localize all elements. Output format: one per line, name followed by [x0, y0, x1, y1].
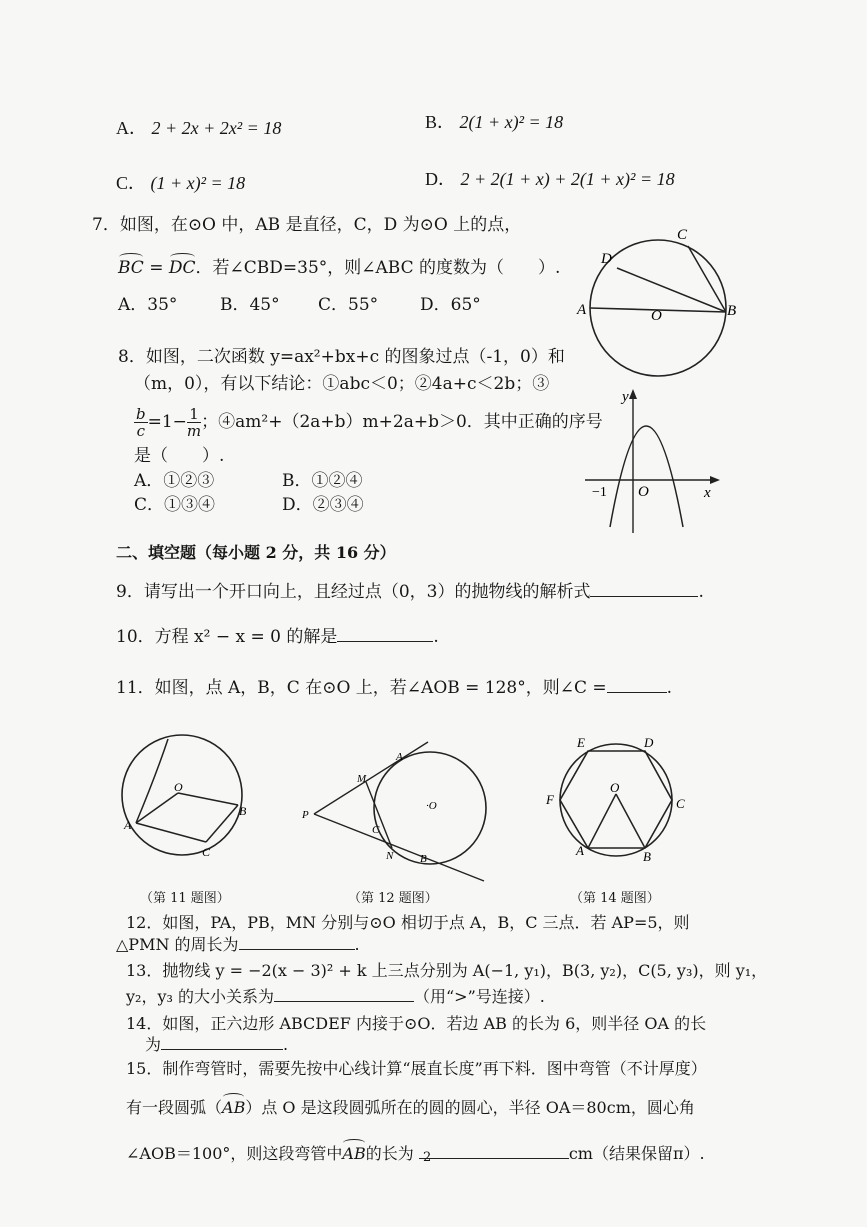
q8-line2: （m，0），有以下结论：①abc＜0；②4a+c＜2b；③ [134, 374, 550, 394]
q6-option-a [116, 117, 281, 139]
fig11-circle-outline [122, 735, 242, 855]
q11-end: . [666, 678, 673, 698]
q6-option-c [116, 172, 245, 194]
q7-line1: 7．如图，在⊙O 中，AB 是直径，C，D 为⊙O 上的点， [92, 215, 522, 235]
q7-option-d: D．65° [420, 295, 481, 315]
fig11-ac [136, 823, 206, 842]
q9-answer-blank[interactable] [590, 580, 698, 597]
q7-option-b: B．45° [220, 295, 280, 315]
fig11-bc [206, 805, 238, 842]
q8-frac1-top: b [136, 405, 146, 423]
fig12-line-pa [314, 742, 428, 814]
q10-line [116, 625, 439, 648]
q7-circle-figure [575, 215, 745, 380]
fig12-label-o: ·O [426, 800, 437, 812]
q15-line3-a: ∠AOB＝100°，则这段弯管中 [126, 1144, 343, 1163]
q13-answer-blank[interactable] [274, 985, 414, 1002]
fig14-label-e: E [577, 735, 585, 750]
q8-fraction-1-over-m [187, 406, 201, 439]
fig14-circle [560, 744, 672, 856]
q7-arc-bc: BC [118, 258, 144, 278]
q8-fraction-b-over-c [134, 406, 148, 439]
fig14-label-c: C [676, 796, 685, 811]
fig11-ob [178, 793, 238, 805]
q8-option-b: B．①②④ [282, 471, 363, 491]
q6-option-a-label: A． [116, 118, 147, 138]
q7-line2 [118, 257, 560, 279]
q15-line2 [126, 1097, 695, 1119]
q8-option-d: D．②③④ [282, 495, 364, 515]
q7-chord-db [617, 268, 726, 312]
fig14-label-f: F [546, 792, 554, 807]
q6-option-b-expr: 2(1 + x)² = 18 [459, 112, 564, 132]
q14-answer-blank[interactable] [161, 1033, 283, 1050]
fig11-label-a: A [124, 818, 132, 832]
q7-label-b: B [727, 303, 737, 319]
q15-arc-ab-2: AB [342, 1144, 366, 1163]
q13-line2-text: y₂，y₃ 的大小关系为 [126, 987, 274, 1006]
q8-option-a: A．①②③ [134, 471, 215, 491]
q6-option-a-expr: 2 + 2x + 2x² = 18 [151, 118, 282, 138]
q7-line2-rest: ．若∠CBD=35°，则∠ABC 的度数为（ ）. [195, 258, 561, 278]
section2-title: 二、填空题（每小题 2 分，共 16 分） [116, 543, 396, 562]
fig12-label-b: B [420, 853, 427, 865]
q8-y-arrow [629, 389, 637, 399]
q7-label-d: D [601, 251, 612, 267]
q8-parabola [610, 426, 683, 527]
q11-text: 11．如图，点 A，B，C 在⊙O 上，若∠AOB = 128°，则∠C = [116, 678, 607, 698]
q8-label-o: O [638, 484, 649, 500]
q15-line2-b: ）点 O 是这段圆弧所在的圆的圆心，半径 OA＝80cm，圆心角 [245, 1098, 695, 1117]
q7-label-a: A [577, 302, 587, 318]
q14-line1: 14．如图，正六边形 ABCDEF 内接于⊙O．若边 AB 的长为 6，则半径 OA 的长 [126, 1014, 707, 1033]
fig14-hexagon-figure [542, 728, 692, 868]
q8-line1: 8．如图，二次函数 y=ax²+bx+c 的图象过点（-1，0）和 [118, 347, 565, 367]
fig14-hexagon [560, 751, 672, 848]
q15-line3-b: 的长为 [365, 1144, 414, 1163]
q9-text: 9．请写出一个开口向上，且经过点（0，3）的抛物线的解析式 [116, 582, 591, 602]
q13-line2 [126, 985, 545, 1008]
q12-answer-blank[interactable] [239, 933, 355, 950]
fig14-ob [616, 794, 645, 848]
q15-line2-a: 有一段圆弧（ [126, 1098, 223, 1117]
fig12-line-mn [366, 782, 392, 848]
q7-option-c: C．55° [318, 295, 379, 315]
q10-answer-blank[interactable] [337, 625, 433, 642]
fig12-tangent-figure [300, 738, 495, 888]
q7-arc-dc: DC [168, 258, 196, 278]
fig12-label-m: M [357, 773, 367, 785]
q8-frac2-top: 1 [187, 406, 201, 423]
q8-label-neg1: −1 [592, 485, 607, 500]
fig11-label-b: B [239, 804, 247, 818]
q13-line2-end: （用“>”号连接）. [414, 987, 545, 1006]
q6-option-d-label: D． [425, 169, 456, 189]
fig12-label-n: N [386, 850, 394, 862]
q8-frac1-bot: c [136, 422, 145, 440]
q6-option-d-expr: 2 + 2(1 + x) + 2(1 + x)² = 18 [460, 169, 675, 189]
fig12-label-p: P [302, 809, 309, 821]
q10-text: 10．方程 x² − x = 0 的解是 [116, 627, 338, 647]
q8-line4: 是（ ）. [134, 446, 225, 466]
q11-line [116, 676, 672, 699]
q12-line2-text: △PMN 的周长为 [116, 935, 239, 954]
fig12-line-pb [314, 814, 484, 881]
fig14-label-b: B [643, 849, 651, 864]
q6-option-d [425, 168, 675, 190]
fig14-caption: （第 14 题图） [570, 891, 660, 906]
q6-option-b [425, 111, 563, 133]
q15-arc-ab: AB [222, 1098, 246, 1117]
fig14-label-d: D [644, 735, 654, 750]
q6-option-c-expr: (1 + x)² = 18 [150, 173, 246, 193]
q14-line2-text: 为 [145, 1035, 162, 1054]
q12-line1: 12．如图，PA，PB，MN 分别与⊙O 相切于点 A，B，C 三点．若 AP=5，则 [126, 913, 690, 932]
q13-line1: 13．抛物线 y = −2(x − 3)² + k 上三点分别为 A(−1, y₁)，B(3, y₂)，C(5, y₃)，则 y₁， [126, 961, 768, 980]
q8-x-arrow [710, 476, 720, 484]
q12-end: . [354, 935, 360, 954]
q8-label-y: y [622, 389, 629, 405]
q8-parabola-figure [580, 385, 730, 540]
q8-eq-part: =1− [147, 412, 187, 432]
fig14-label-a: A [576, 843, 584, 858]
q8-frac2-bot: m [186, 422, 202, 440]
q7-eq: = [143, 258, 169, 278]
q6-option-c-label: C． [116, 173, 147, 193]
q14-line2 [145, 1033, 288, 1056]
q12-line2 [116, 933, 360, 956]
fig11-circle [112, 725, 262, 870]
q8-label-x: x [704, 485, 711, 501]
fig11-label-c: C [202, 845, 211, 859]
fig12-caption: （第 12 题图） [348, 891, 438, 906]
q8-line3-rest: ；④am²+（2a+b）m+2a+b＞0．其中正确的序号 [201, 412, 603, 432]
fig12-label-a: A [396, 751, 403, 763]
q15-line3-c: cm（结果保留π）. [568, 1144, 705, 1163]
q10-end: . [433, 627, 439, 647]
q7-label-o: O [651, 308, 662, 324]
q14-end: . [283, 1035, 289, 1054]
q9-end: . [698, 582, 704, 602]
q7-option-a: A．35° [118, 295, 178, 315]
fig11-label-o: O [174, 780, 183, 794]
q7-label-c: C [677, 227, 688, 243]
fig14-oa [588, 794, 616, 848]
fig12-label-c: C [372, 824, 380, 836]
q15-line3 [126, 1142, 705, 1165]
fig11-caption: （第 11 题图） [140, 891, 230, 906]
page-number: 2 [423, 1150, 432, 1165]
q9-line [116, 580, 704, 603]
q11-answer-blank[interactable] [607, 676, 667, 693]
q15-answer-blank[interactable] [419, 1142, 569, 1159]
q15-line1: 15．制作弯管时，需要先按中心线计算“展直长度”再下料．图中弯管（不计厚度） [126, 1059, 707, 1078]
q6-option-b-label: B． [425, 112, 456, 132]
q8-line3 [134, 404, 603, 440]
q8-option-c: C．①③④ [134, 495, 216, 515]
fig14-label-o: O [610, 780, 620, 795]
